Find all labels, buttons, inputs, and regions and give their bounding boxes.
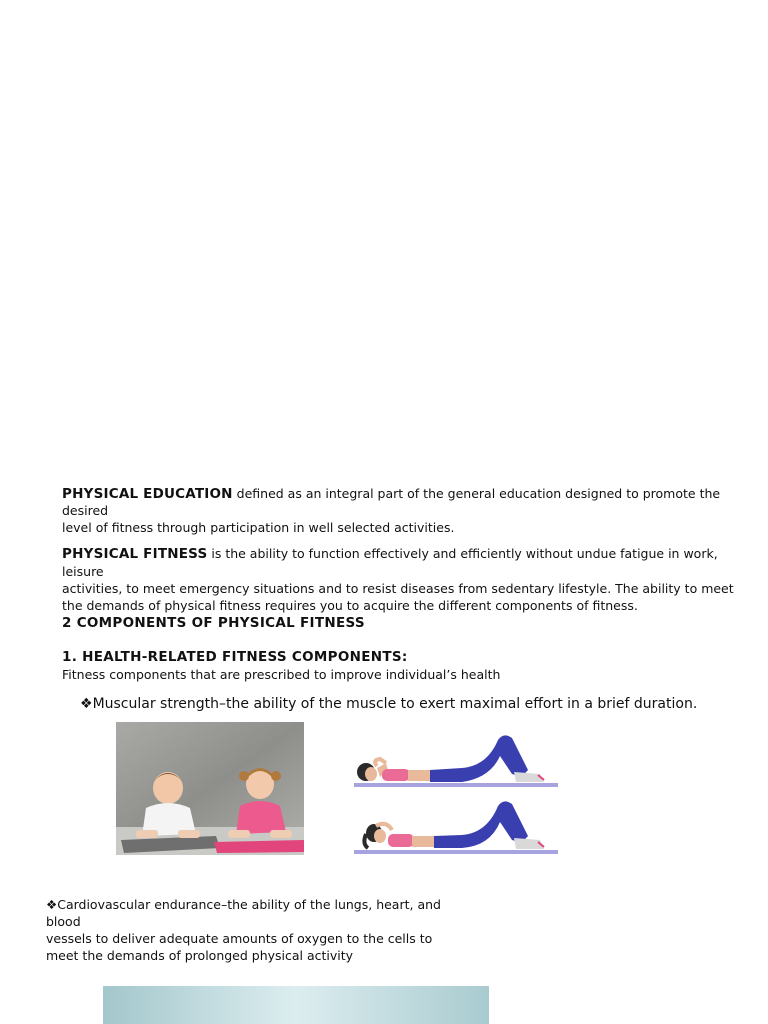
cardio-bullet-line-4: meet the demands of prolonged physical activity xyxy=(46,948,354,963)
health-related-subtext: Fitness components that are prescribed to improve individual’s health xyxy=(62,667,501,682)
components-heading: 2 COMPONENTS OF PHYSICAL FITNESS xyxy=(62,615,365,631)
pe-term: PHYSICAL EDUCATION xyxy=(62,486,233,502)
pe-definition-line-1 xyxy=(62,485,720,503)
cardio-bullet-line-2: blood xyxy=(46,914,81,929)
pe-definition-text: defined as an integral part of the general education designed to promote the xyxy=(232,486,721,501)
kids-plank-photo xyxy=(116,722,304,855)
cardio-bullet-line-3: vessels to deliver adequate amounts of oxygen to the cells to xyxy=(46,931,433,946)
crunch-exercise-photo xyxy=(352,722,560,856)
muscular-strength-bullet xyxy=(80,695,697,713)
pf-definition-text: is the ability to function effectively and efficiently without undue fatigue in work, xyxy=(207,546,718,561)
pf-definition-line-2: leisure xyxy=(62,564,104,579)
diamond-bullet-icon: ❖ xyxy=(80,696,93,712)
pf-definition-line-1 xyxy=(62,545,718,563)
pf-definition-line-4: the demands of physical fitness requires you to acquire the different components of fitness. xyxy=(62,598,638,613)
cardio-text-1: Cardiovascular endurance–the ability of the lungs, heart, and xyxy=(57,897,441,912)
health-related-heading: 1. HEALTH-RELATED FITNESS COMPONENTS: xyxy=(62,649,408,665)
pf-term: PHYSICAL FITNESS xyxy=(62,546,208,562)
pe-definition-line-2: desired xyxy=(62,503,109,518)
pe-definition-line-3: level of fitness through participation in well selected activities. xyxy=(62,520,455,535)
muscular-strength-text: Muscular strength–the ability of the muscle to exert maximal effort in a brief duration. xyxy=(92,696,698,712)
cardio-bullet-line-1 xyxy=(46,896,441,913)
cardio-photo xyxy=(103,986,489,1024)
pf-definition-line-3: activities, to meet emergency situations and to resist diseases from sedentary lifestyle. The ability to meet xyxy=(62,581,734,596)
diamond-bullet-icon: ❖ xyxy=(46,897,58,912)
